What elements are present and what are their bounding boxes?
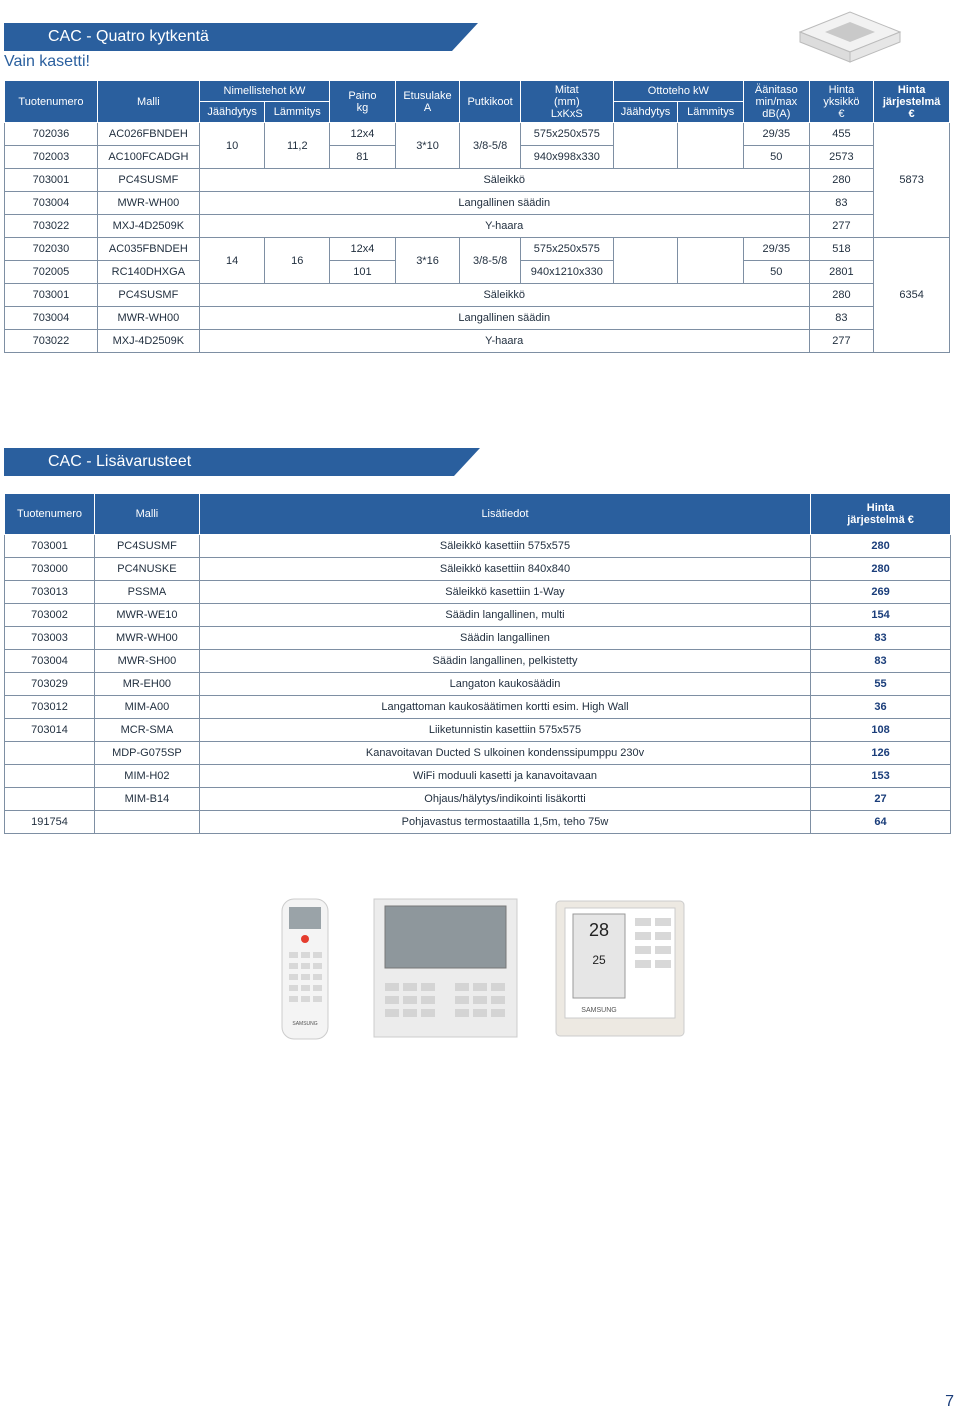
table-row — [5, 719, 951, 742]
cell-info: Säädin langallinen, multi — [199, 604, 810, 627]
cell-tuote: 703002 — [5, 604, 95, 627]
table-row — [5, 650, 951, 673]
cell-tuote: 703022 — [5, 330, 98, 353]
header-lisatiedot: Lisätiedot — [199, 494, 810, 535]
header-ottoteho: Ottoteho kW — [613, 81, 743, 102]
table-row — [5, 788, 951, 811]
cell-info: Liiketunnistin kasettiin 575x575 — [199, 719, 810, 742]
cell-malli: PC4SUSMF — [94, 535, 199, 558]
table-row — [5, 811, 951, 834]
cell-tuote — [5, 765, 95, 788]
cell-aani: 29/35 — [743, 123, 809, 146]
cell-hinta: 2573 — [809, 146, 874, 169]
cell-etusulake: 3*10 — [395, 123, 460, 169]
cell-tuote — [5, 788, 95, 811]
cell-putki: 3/8-5/8 — [460, 238, 521, 284]
remote-brand: SAMSUNG — [292, 1021, 318, 1027]
cell-malli: PC4NUSKE — [94, 558, 199, 581]
cell-hinta: 280 — [811, 558, 951, 581]
cell-desc: Y-haara — [199, 330, 809, 353]
cell-tuote: 703022 — [5, 215, 98, 238]
cell-desc: Säleikkö — [199, 284, 809, 307]
cell-hinta: 518 — [809, 238, 874, 261]
cell-tuote: 703001 — [5, 169, 98, 192]
cell-hinta: 280 — [811, 535, 951, 558]
cell-malli: AC035FBNDEH — [97, 238, 199, 261]
header-nimellisteho: Nimellistehot kW — [199, 81, 329, 102]
cell-jaahdytys: 10 — [199, 123, 265, 169]
cell-hinta: 153 — [811, 765, 951, 788]
cell-hinta: 83 — [811, 627, 951, 650]
header-ott-jaahdytys: Jäähdytys — [613, 102, 678, 123]
cell-aani: 29/35 — [743, 238, 809, 261]
cell-tuote: 703014 — [5, 719, 95, 742]
cell-malli: MWR-WH00 — [97, 307, 199, 330]
controller-brand: SAMSUNG — [581, 1007, 617, 1014]
cell-tuote: 703029 — [5, 673, 95, 696]
cell-tuote: 703004 — [5, 192, 98, 215]
cell-paino: 101 — [330, 261, 396, 284]
section-title: CAC - Quatro kytkentä — [48, 28, 209, 45]
cell-hinta: 280 — [809, 169, 874, 192]
cell-mitat: 940x1210x330 — [520, 261, 613, 284]
header-ott-lammitys: Lämmitys — [678, 102, 744, 123]
cell-ott-jaahdytys — [613, 123, 678, 169]
header-lammitys: Lämmitys — [265, 102, 330, 123]
header-hinta-yksikko: Hinta yksikkö € — [809, 81, 874, 123]
table-row — [5, 627, 951, 650]
cell-hinta: 455 — [809, 123, 874, 146]
cell-tuote: 703004 — [5, 307, 98, 330]
cell-tuote: 702036 — [5, 123, 98, 146]
wired-controller-image — [555, 900, 685, 1037]
cell-malli: MWR-WH00 — [97, 192, 199, 215]
cell-info: Langaton kaukosäädin — [199, 673, 810, 696]
cell-mitat: 575x250x575 — [520, 123, 613, 146]
cell-tuote — [5, 742, 95, 765]
cell-tuote: 703001 — [5, 284, 98, 307]
cell-malli: MIM-H02 — [94, 765, 199, 788]
cell-hinta: 108 — [811, 719, 951, 742]
header-hinta-jarjestelma: Hinta järjestelmä € — [874, 81, 950, 123]
cell-hinta: 2801 — [809, 261, 874, 284]
cell-ott-lammitys — [678, 238, 744, 284]
cell-desc: Langallinen säädin — [199, 307, 809, 330]
wireless-remote-image — [280, 897, 330, 1042]
cell-mitat: 940x998x330 — [520, 146, 613, 169]
cell-hinta: 280 — [809, 284, 874, 307]
header-paino: Paino kg — [330, 81, 396, 123]
cell-hinta: 269 — [811, 581, 951, 604]
cell-info: Langattoman kaukosäätimen kortti esim. High Wall — [199, 696, 810, 719]
cell-hinta: 83 — [809, 307, 874, 330]
header-jaahdytys: Jäähdytys — [199, 102, 265, 123]
cell-aani: 50 — [743, 146, 809, 169]
cell-malli: PSSMA — [94, 581, 199, 604]
cell-tuote: 703004 — [5, 650, 95, 673]
cell-malli: RC140DHXGA — [97, 261, 199, 284]
header-aanitaso: Äänitaso min/max dB(A) — [743, 81, 809, 123]
cell-malli: MCR-SMA — [94, 719, 199, 742]
cell-paino: 81 — [330, 146, 396, 169]
section-title-banner — [4, 23, 452, 51]
quatro-table — [4, 80, 950, 353]
cell-hinta: 277 — [809, 215, 874, 238]
cell-tuote: 702005 — [5, 261, 98, 284]
cell-hinta: 36 — [811, 696, 951, 719]
cell-malli: MXJ-4D2509K — [97, 215, 199, 238]
table-row — [5, 604, 951, 627]
header-malli: Malli — [97, 81, 199, 123]
cell-tuote: 703013 — [5, 581, 95, 604]
cell-hinta: 64 — [811, 811, 951, 834]
cell-paino: 12x4 — [330, 238, 396, 261]
header-etusulake: Etusulake A — [395, 81, 460, 123]
cell-info: Säleikkö kasettiin 1-Way — [199, 581, 810, 604]
cell-tuote: 703003 — [5, 627, 95, 650]
cell-lammitys: 11,2 — [265, 123, 330, 169]
cell-malli: AC026FBNDEH — [97, 123, 199, 146]
display-temp: 28 — [588, 920, 610, 940]
cell-malli — [94, 811, 199, 834]
cell-tuote: 702003 — [5, 146, 98, 169]
cell-info: Säädin langallinen — [199, 627, 810, 650]
section2-title-banner — [4, 448, 454, 476]
header-hinta: Hinta järjestelmä € — [811, 494, 951, 535]
cell-total: 6354 — [874, 238, 950, 353]
cell-malli: PC4SUSMF — [97, 169, 199, 192]
cell-mitat: 575x250x575 — [520, 238, 613, 261]
cell-tuote: 703001 — [5, 535, 95, 558]
cell-info: Ohjaus/hälytys/indikointi lisäkortti — [199, 788, 810, 811]
table-row — [5, 535, 951, 558]
cell-malli: MXJ-4D2509K — [97, 330, 199, 353]
header-tuotenumero: Tuotenumero — [5, 81, 98, 123]
cell-malli: MWR-WE10 — [94, 604, 199, 627]
header-putkikoot: Putkikoot — [460, 81, 521, 123]
cell-malli: MDP-G075SP — [94, 742, 199, 765]
cell-tuote: 703000 — [5, 558, 95, 581]
table-row — [5, 765, 951, 788]
cell-tuote: 703012 — [5, 696, 95, 719]
cell-tuote: 702030 — [5, 238, 98, 261]
wired-controller-multi-image — [373, 898, 518, 1038]
cell-tuote: 191754 — [5, 811, 95, 834]
cassette-unit-image — [790, 4, 910, 70]
cell-info: Pohjavastus termostaatilla 1,5m, teho 75w — [199, 811, 810, 834]
section2-title: CAC - Lisävarusteet — [48, 453, 192, 470]
cell-hinta: 55 — [811, 673, 951, 696]
cell-lammitys: 16 — [265, 238, 330, 284]
cell-hinta: 126 — [811, 742, 951, 765]
cell-malli: MWR-SH00 — [94, 650, 199, 673]
table-row — [5, 742, 951, 765]
table-row — [5, 673, 951, 696]
cell-malli: MR-EH00 — [94, 673, 199, 696]
cell-jaahdytys: 14 — [199, 238, 265, 284]
cell-hinta: 27 — [811, 788, 951, 811]
page-number: 7 — [945, 1393, 954, 1410]
table-row — [5, 581, 951, 604]
cell-hinta: 83 — [811, 650, 951, 673]
cell-desc: Y-haara — [199, 215, 809, 238]
cell-malli: PC4SUSMF — [97, 284, 199, 307]
cell-info: Säleikkö kasettiin 575x575 — [199, 535, 810, 558]
cell-etusulake: 3*16 — [395, 238, 460, 284]
cell-ott-lammitys — [678, 123, 744, 169]
cell-malli: MIM-A00 — [94, 696, 199, 719]
cell-putki: 3/8-5/8 — [460, 123, 521, 169]
section-subtitle: Vain kasetti! — [4, 53, 90, 70]
cell-hinta: 83 — [809, 192, 874, 215]
cell-info: Säädin langallinen, pelkistetty — [199, 650, 810, 673]
cell-info: Kanavoitavan Ducted S ulkoinen kondenssipumppu 230v — [199, 742, 810, 765]
cell-paino: 12x4 — [330, 123, 396, 146]
accessories-table — [4, 493, 951, 834]
display-temp2: 25 — [592, 953, 606, 967]
cell-aani: 50 — [743, 261, 809, 284]
table-row — [5, 696, 951, 719]
cell-desc: Langallinen säädin — [199, 192, 809, 215]
cell-hinta: 277 — [809, 330, 874, 353]
cell-desc: Säleikkö — [199, 169, 809, 192]
cell-malli: AC100FCADGH — [97, 146, 199, 169]
cell-info: WiFi moduuli kasetti ja kanavoitavaan — [199, 765, 810, 788]
cell-total: 5873 — [874, 123, 950, 238]
cell-info: Säleikkö kasettiin 840x840 — [199, 558, 810, 581]
table-row — [5, 558, 951, 581]
header-malli: Malli — [94, 494, 199, 535]
header-tuotenumero: Tuotenumero — [5, 494, 95, 535]
cell-malli: MWR-WH00 — [94, 627, 199, 650]
cell-hinta: 154 — [811, 604, 951, 627]
header-mitat: Mitat (mm) LxKxS — [520, 81, 613, 123]
cell-malli: MIM-B14 — [94, 788, 199, 811]
cell-ott-jaahdytys — [613, 238, 678, 284]
